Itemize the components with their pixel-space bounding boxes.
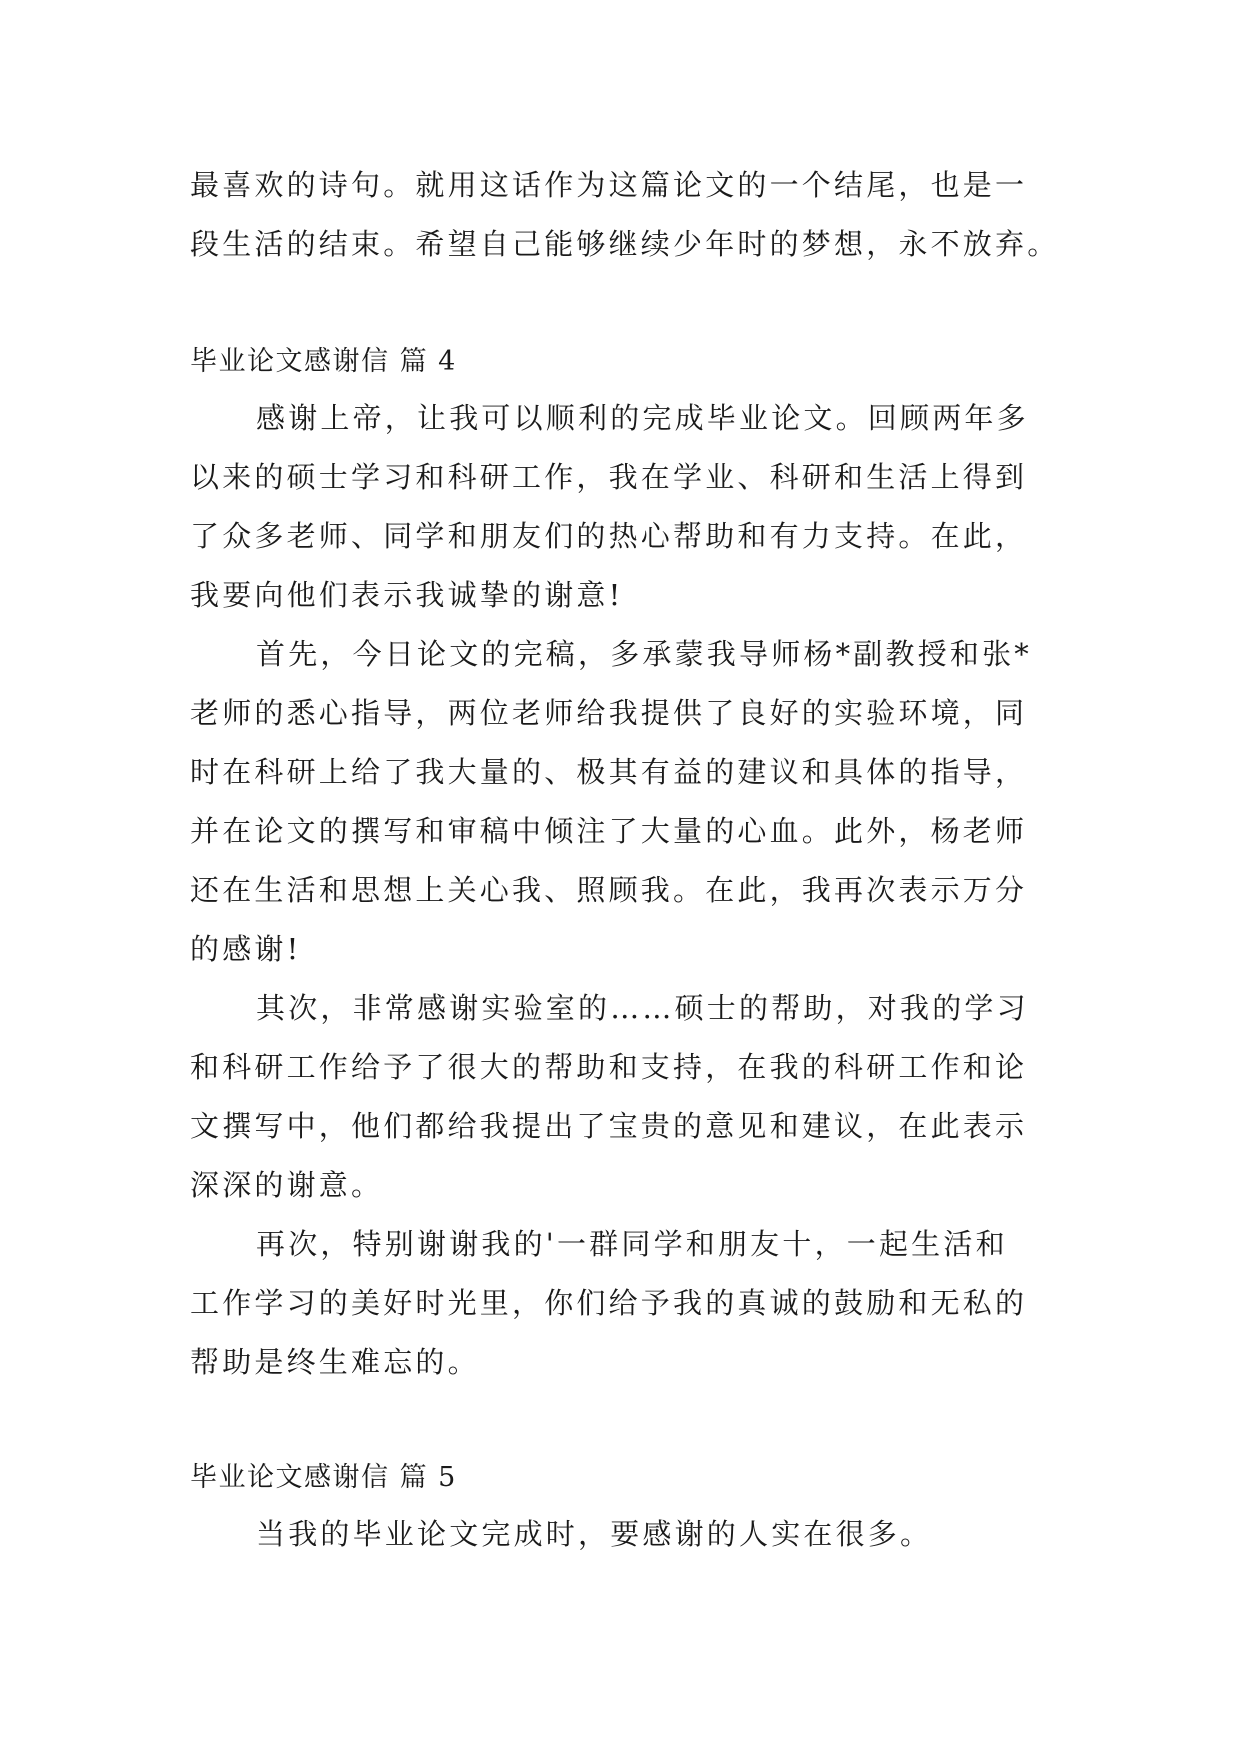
- paragraph-line: 深深的谢意。: [190, 1168, 384, 1202]
- paragraph-line: 了众多老师、同学和朋友们的热心帮助和有力支持。在此，: [190, 519, 1028, 553]
- paragraph-line: 文撰写中，他们都给我提出了宝贵的意见和建议，在此表示: [190, 1109, 1028, 1143]
- paragraph-line: 我要向他们表示我诚挚的谢意!: [190, 578, 624, 612]
- section-heading: 毕业论文感谢信 篇 4: [190, 346, 457, 377]
- paragraph-line: 感谢上帝，让我可以顺利的完成毕业论文。回顾两年多: [256, 401, 1029, 435]
- paragraph-line: 工作学习的美好时光里，你们给予我的真诚的鼓励和无私的: [190, 1286, 1028, 1320]
- paragraph-line: 以来的硕士学习和科研工作，我在学业、科研和生活上得到: [190, 460, 1028, 494]
- intro-line: 最喜欢的诗句。就用这话作为这篇论文的一个结尾，也是一: [190, 168, 1028, 202]
- paragraph-line: 帮助是终生难忘的。: [190, 1345, 480, 1379]
- paragraph-line: 时在科研上给了我大量的、极其有益的建议和具体的指导，: [190, 755, 1028, 789]
- paragraph-line: 并在论文的撰写和审稿中倾注了大量的心血。此外，杨老师: [190, 814, 1028, 848]
- paragraph-line: 还在生活和思想上关心我、照顾我。在此，我再次表示万分: [190, 873, 1028, 907]
- paragraph-line: 当我的毕业论文完成时，要感谢的人实在很多。: [256, 1517, 933, 1551]
- paragraph-line: 的感谢!: [190, 932, 302, 966]
- paragraph-line: 首先，今日论文的完稿，多承蒙我导师杨*副教授和张*: [256, 637, 1033, 671]
- paragraph-line: 和科研工作给予了很大的帮助和支持，在我的科研工作和论: [190, 1050, 1028, 1084]
- paragraph-line: 其次，非常感谢实验室的……硕士的帮助，对我的学习: [256, 991, 1029, 1025]
- paragraph-line: 老师的悉心指导，两位老师给我提供了良好的实验环境，同: [190, 696, 1028, 730]
- intro-line: 段生活的结束。希望自己能够继续少年时的梦想，永不放弃。: [190, 227, 1060, 261]
- paragraph-line: 再次，特别谢谢我的'一群同学和朋友十，一起生活和: [256, 1227, 1008, 1261]
- section-heading: 毕业论文感谢信 篇 5: [190, 1462, 457, 1493]
